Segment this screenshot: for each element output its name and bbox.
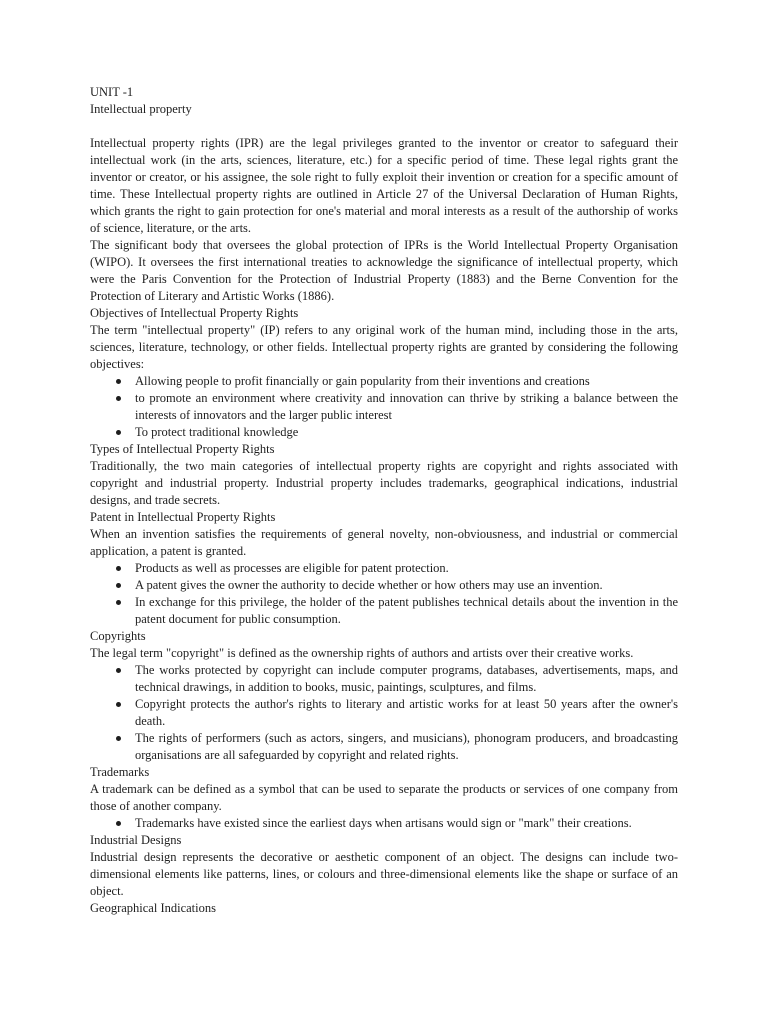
bullet-item: Allowing people to profit financially or gain popularity from their inventions and creations [90, 373, 678, 390]
paragraph: Industrial design represents the decorative or aesthetic component of an object. The designs can include two-dimensional elements like patterns, lines, or colours and three-dimensional elements like the shape or surface of an object. [90, 850, 678, 898]
section-heading: Trademarks [90, 765, 150, 779]
bullet-item: Trademarks have existed since the earliest days when artisans would sign or "mark" their creations. [90, 815, 678, 832]
document-subtitle: Intellectual property [90, 102, 192, 116]
section-heading: Industrial Designs [90, 833, 182, 847]
paragraph: A trademark can be defined as a symbol that can be used to separate the products or services of one company from those of another company. [90, 782, 678, 813]
paragraph: Intellectual property rights (IPR) are the legal privileges granted to the inventor or creator to safeguard their intellectual work (in the arts, sciences, literature, etc.) for a specific period of time. These legal rights grant the inventor or creator, or his assignee, the sole right to fully exploit their invention or creation for a specific amount of time. These Intellectual property rights are outlined in Article 27 of the Universal Declaration of Human Rights, which grants the right to gain protection for one's material and moral interests as a result of the authorship of works of science, literature, or the arts. [90, 136, 678, 235]
bullet-list [90, 662, 678, 764]
bullet-item: The works protected by copyright can include computer programs, databases, advertisements, maps, and technical drawings, in addition to books, music, paintings, sculptures, and films. [90, 662, 678, 696]
section-heading: Copyrights [90, 629, 146, 643]
paragraph: The term "intellectual property" (IP) refers to any original work of the human mind, including those in the arts, sciences, literature, technology, or other fields. Intellectual property rights are granted by considering the following objectives: [90, 323, 678, 371]
section-heading: Objectives of Intellectual Property Rights [90, 306, 299, 320]
bullet-item: To protect traditional knowledge [90, 424, 678, 441]
bullet-item: Copyright protects the author's rights to literary and artistic works for at least 50 years after the owner's death. [90, 696, 678, 730]
section-heading: Geographical Indications [90, 901, 216, 915]
paragraph: The significant body that oversees the global protection of IPRs is the World Intellectual Property Organisation (WIPO). It oversees the first international treaties to acknowledge the significance of intellectual property, which were the Paris Convention for the Protection of Industrial Property (1883) and the Berne Convention for the Protection of Literary and Artistic Works (1886). [90, 238, 678, 303]
bullet-item: to promote an environment where creativity and innovation can thrive by striking a balance between the interests of innovators and the larger public interest [90, 390, 678, 424]
bullet-item: In exchange for this privilege, the holder of the patent publishes technical details about the invention in the patent document for public consumption. [90, 594, 678, 628]
document-body [90, 135, 678, 917]
bullet-item: The rights of performers (such as actors, singers, and musicians), phonogram producers, and broadcasting organisations are all safeguarded by copyright and related rights. [90, 730, 678, 764]
section-heading: Patent in Intellectual Property Rights [90, 510, 276, 524]
paragraph: Traditionally, the two main categories of intellectual property rights are copyright and rights associated with copyright and industrial property. Industrial property includes trademarks, geographical indications, industrial designs, and trade secrets. [90, 459, 678, 507]
paragraph: When an invention satisfies the requirements of general novelty, non-obviousness, and industrial or commercial application, a patent is granted. [90, 527, 678, 558]
unit-title: UNIT -1 [90, 85, 134, 99]
bullet-list [90, 560, 678, 628]
bullet-list [90, 373, 678, 441]
bullet-item: A patent gives the owner the authority to decide whether or how others may use an invention. [90, 577, 678, 594]
bullet-item: Products as well as processes are eligible for patent protection. [90, 560, 678, 577]
paragraph: The legal term "copyright" is defined as the ownership rights of authors and artists over their creative works. [90, 646, 634, 660]
section-heading: Types of Intellectual Property Rights [90, 442, 275, 456]
document-title-block [90, 84, 678, 118]
bullet-list [90, 815, 678, 832]
